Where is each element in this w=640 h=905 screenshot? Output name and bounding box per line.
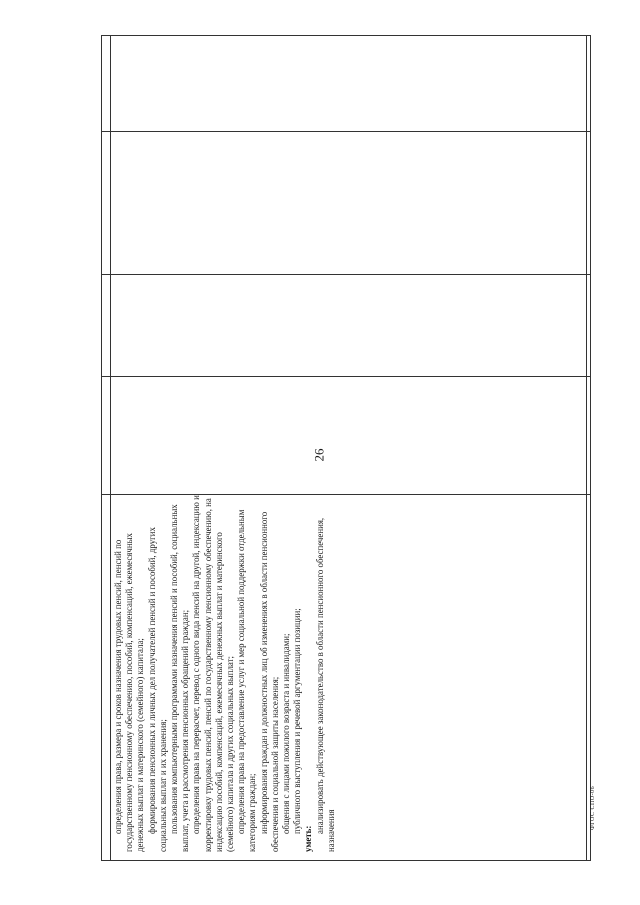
- cell-paragraph: формирования пенсионных и личных дел получателей пенсий и пособий, других социальных выплат и их хранения;: [146, 527, 168, 852]
- cell-paragraph: определения права, размера и сроков назначения трудовых пенсий, пенсий по государственному пенсионному обеспечению, пособий, компенсаций, ежемесячных денежных выплат и материнского (семейного) капитала;: [113, 533, 146, 852]
- page-number: 26: [311, 448, 327, 462]
- cell-paragraph: общения с лицами пожилого возраста и инвалидами;: [281, 633, 292, 834]
- cell-paragraph: анализировать действующее законодательство в области пенсионного обеспечения, назначения: [314, 517, 336, 852]
- cell-paragraph: публичного выступления и речевой аргументации позиции;: [292, 608, 303, 834]
- table-divider: [586, 36, 587, 860]
- cell-paragraph: пользования компьютерными программами назначения пенсий и пособий, социальных выплат, учета и рассмотрения пенсионных обращений граждан;: [169, 504, 191, 852]
- cell-text: [113, 494, 337, 852]
- footer-code: ФГОС СПО-06: [590, 785, 596, 830]
- cell-paragraph: информирования граждан и должностных лиц об изменениях в области пенсионного обеспечения и социальной защиты населения;: [258, 511, 280, 852]
- cell-paragraph: уметь:: [303, 825, 314, 852]
- table-divider: [102, 131, 590, 132]
- cell-paragraph: определения права на предоставление услуг и мер социальной поддержки отдельным категориям граждан;: [236, 509, 258, 852]
- cell-paragraph: определения права на перерасчет, перевод с одного вида пенсий на другой, индексацию и корректировку трудовых пенсий, пенсий по государственному пенсионному обеспечению, на индексацию пособий, компенсаций, ежемесячных денежных выплат и материнского (семейного) капитала и других социальных выплат;: [191, 495, 236, 852]
- table-divider: [102, 274, 590, 275]
- table-divider: [110, 36, 111, 860]
- table-divider: [102, 376, 590, 377]
